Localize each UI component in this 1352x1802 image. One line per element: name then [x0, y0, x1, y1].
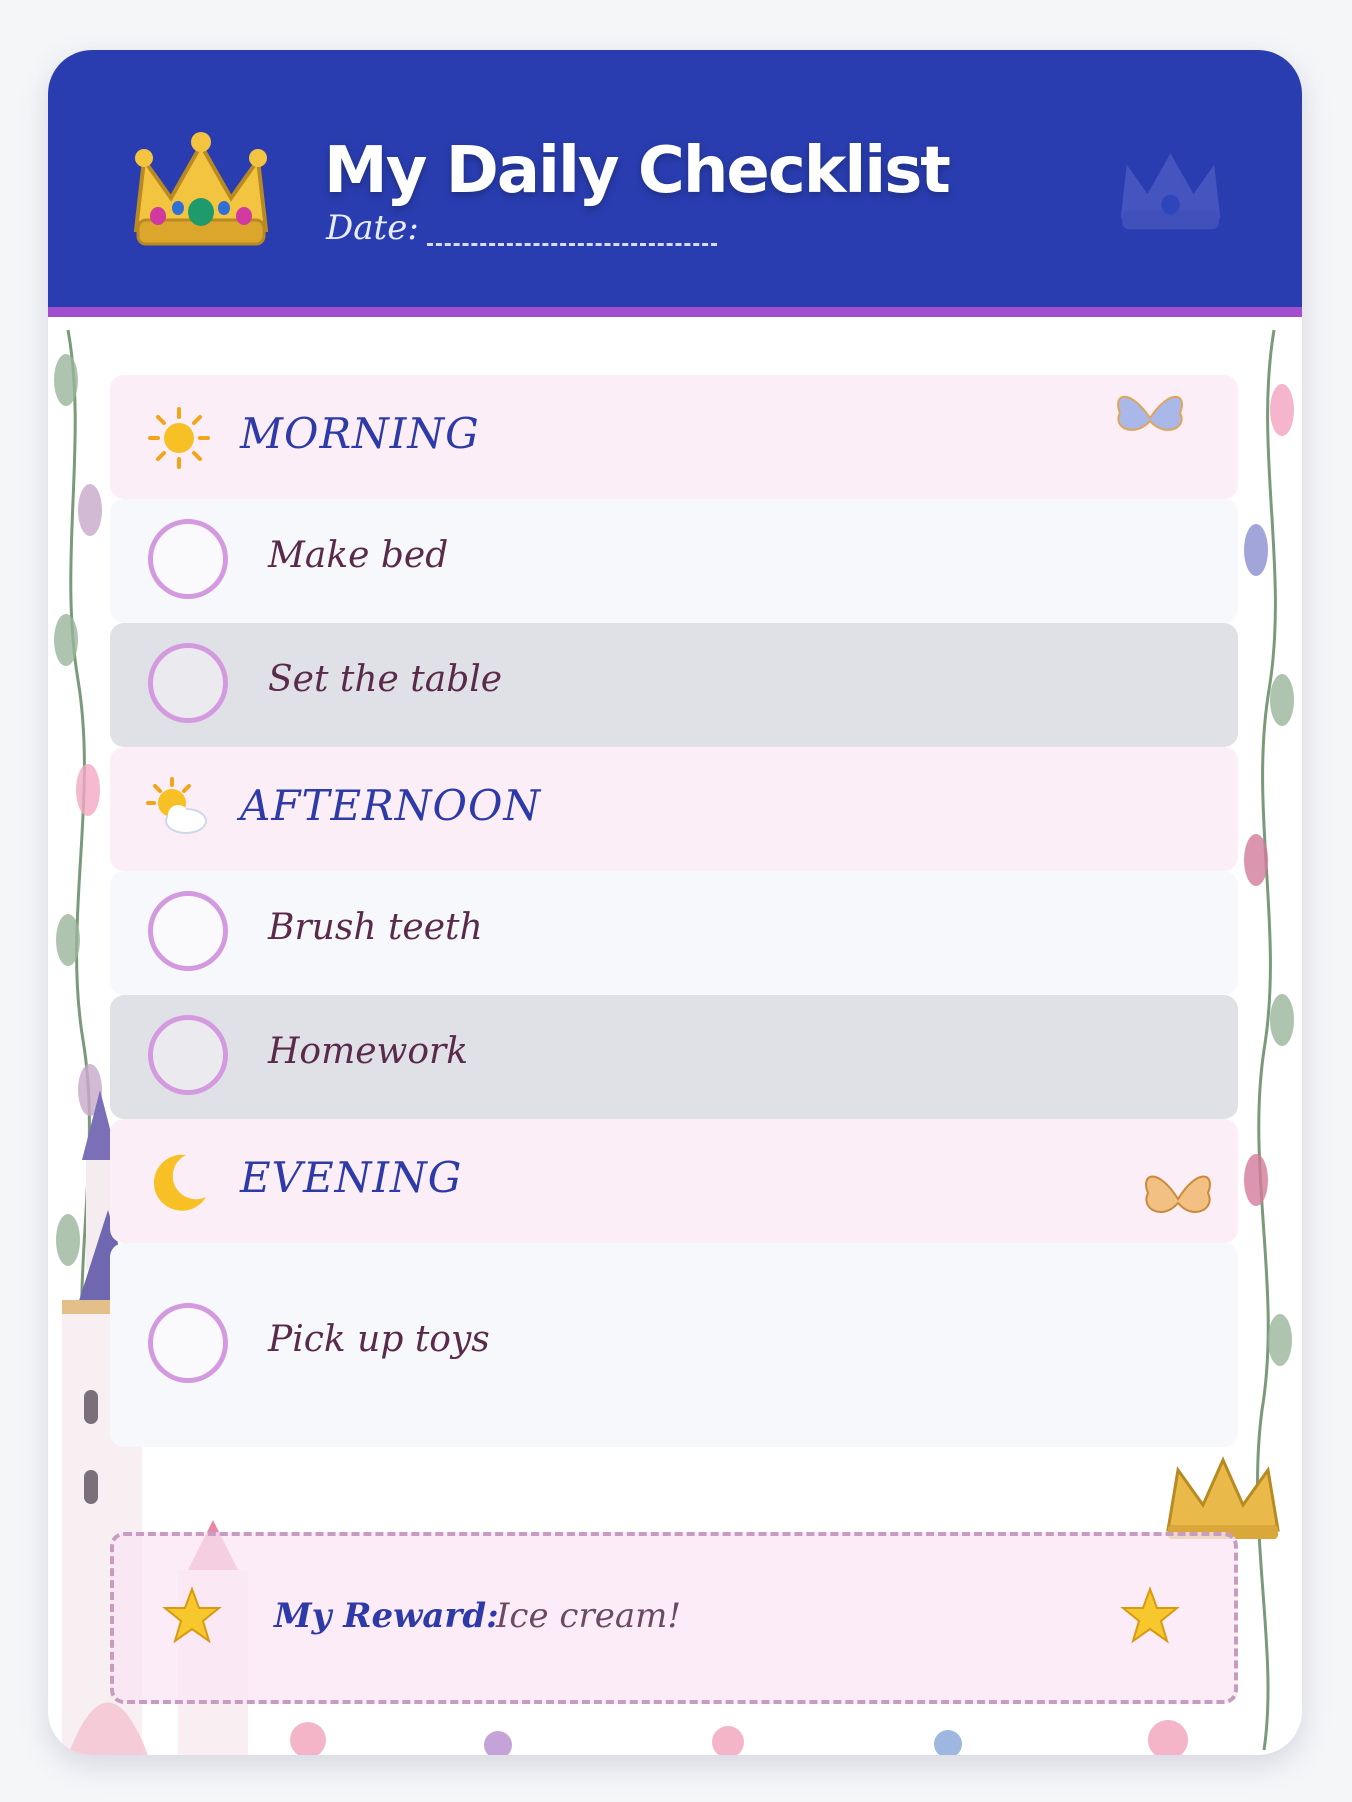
- section-label: MORNING: [240, 409, 480, 458]
- task-label: Brush teeth: [268, 907, 483, 948]
- page-title: My Daily Checklist: [324, 134, 949, 208]
- section-afternoon: [110, 747, 1238, 871]
- section-label: EVENING: [240, 1153, 463, 1202]
- task-checkbox[interactable]: [148, 519, 228, 599]
- task-checkbox[interactable]: [148, 643, 228, 723]
- task-row[interactable]: [110, 995, 1238, 1119]
- crown-icon: [126, 120, 276, 250]
- sun-cloud-icon: [146, 777, 212, 843]
- task-label: Homework: [268, 1031, 469, 1072]
- task-checkbox[interactable]: [148, 1015, 228, 1095]
- moon-icon: [146, 1149, 212, 1215]
- section-morning: [110, 375, 1238, 499]
- star-icon: [1120, 1586, 1180, 1646]
- header-accent-stripe: [48, 307, 1302, 317]
- reward-label: My Reward:: [274, 1596, 499, 1636]
- task-row[interactable]: [110, 499, 1238, 623]
- task-row[interactable]: [110, 871, 1238, 995]
- date-blank-line[interactable]: [427, 243, 717, 246]
- task-label: Set the table: [268, 659, 503, 700]
- section-evening: [110, 1119, 1238, 1243]
- sun-icon: [146, 405, 212, 471]
- butterfly-icon: [1138, 1159, 1218, 1239]
- task-row[interactable]: [110, 1243, 1238, 1447]
- crown-watermark-icon: [1113, 134, 1228, 234]
- task-label: Pick up toys: [268, 1319, 490, 1360]
- reward-value[interactable]: Ice cream!: [496, 1596, 681, 1636]
- flower-border-bottom: [248, 1700, 1302, 1755]
- date-label: Date:: [326, 208, 419, 248]
- task-label: Make bed: [268, 535, 449, 576]
- butterfly-icon: [1110, 383, 1190, 453]
- checklist-card: [48, 50, 1302, 1755]
- reward-box: [110, 1532, 1238, 1704]
- task-checkbox[interactable]: [148, 1303, 228, 1383]
- section-label: AFTERNOON: [240, 781, 542, 830]
- date-field[interactable]: [326, 208, 717, 248]
- star-icon: [162, 1586, 222, 1646]
- task-checkbox[interactable]: [148, 891, 228, 971]
- header-banner: [48, 50, 1302, 315]
- task-row[interactable]: [110, 623, 1238, 747]
- gold-crown-decoration: [1158, 1445, 1288, 1545]
